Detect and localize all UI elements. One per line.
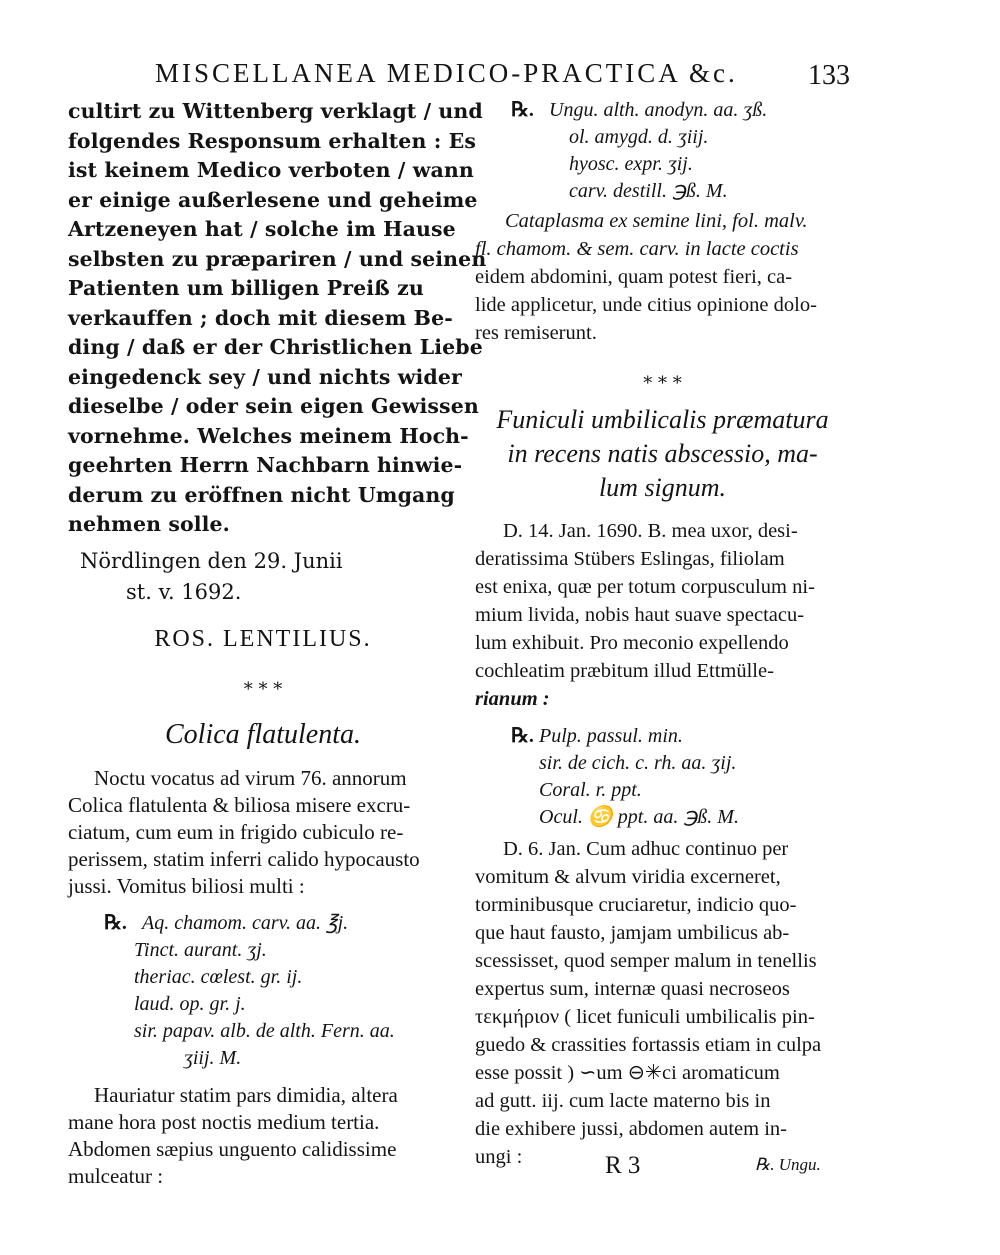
text-line: rianum : [475, 688, 550, 710]
text-line: lide applicetur, unde citius opinione dolo- [475, 294, 817, 316]
text-line: perissem, statim inferri calido hypocausto [68, 846, 420, 871]
recipe-line: hyosc. expr. ʒij. [569, 153, 693, 175]
signature-date: st. v. 1692. [126, 579, 242, 604]
signature-mark: R 3 [605, 1152, 641, 1179]
text-line: Hauriatur statim pars dimidia, altera [94, 1082, 398, 1107]
text-line: ad gutt. iij. cum lacte materno bis in [475, 1090, 771, 1112]
text-line: mulceatur : [68, 1163, 164, 1188]
section-divider-stars: * * * [243, 678, 283, 700]
text-line: ciatum, cum eum in frigido cubiculo re- [68, 819, 404, 844]
text-line: verkauffen ; doch mit diesem Be- [68, 305, 453, 330]
case-text-continued [475, 835, 850, 1171]
text-line: Noctu vocatus ad virum 76. annorum [94, 765, 407, 790]
text-line: fl. chamom. & sem. carv. in lacte coctis [475, 238, 799, 260]
text-line: lum exhibuit. Pro meconio expellendo [475, 632, 789, 654]
recipe-symbol: ℞. [104, 911, 127, 934]
text-line: Cataplasma ex semine lini, fol. malv. [505, 210, 808, 232]
text-line: cultirt zu Wittenberg verklagt / und [68, 99, 483, 123]
text-line: Patienten um billigen Preiß zu [68, 276, 424, 300]
recipe-line: sir. de cich. c. rh. aa. ʒij. [539, 752, 737, 774]
text-line: est enixa, quæ per totum corpusculum ni- [475, 576, 815, 598]
author-name: ROS. LENTILIUS. [154, 625, 372, 652]
text-line: ist keinem Medico verboten / wann [68, 158, 474, 182]
case-text [68, 765, 458, 900]
instructions-text [68, 1082, 458, 1190]
recipe-line: carv. destill. ℈ß. M. [569, 180, 728, 202]
recipe-symbol: ℞. [511, 725, 534, 747]
text-line: folgendes Responsum erhalten : Es [68, 128, 476, 153]
recipe-line: theriac. cœlest. gr. ij. [134, 965, 303, 988]
recipe-line: Ungu. alth. anodyn. aa. ʒß. [549, 99, 768, 121]
section-title: Colica flatulenta. [165, 718, 361, 750]
text-line: jussi. Vomitus biliosi multi : [68, 873, 305, 898]
text-line: cochleatim præbitum illud Ettmülle- [475, 660, 774, 682]
text-line: D. 6. Jan. Cum adhuc continuo per [503, 838, 789, 860]
text-line: dieselbe / oder sein eigen Gewissen [68, 394, 479, 418]
text-line: mane hora post noctis medium tertia. [68, 1109, 380, 1134]
prescription [68, 910, 458, 1072]
recipe-line: laud. op. gr. j. [134, 992, 246, 1015]
text-line: esse possit ) ∽um ⊖✳ci aromaticum [475, 1062, 780, 1084]
text-line: er einige außerlesene und geheime [68, 187, 478, 212]
text-line: res remiserunt. [475, 322, 597, 344]
recipe-line: sir. papav. alb. de alth. Fern. aa. [134, 1019, 395, 1042]
prescription [475, 723, 850, 831]
case-text [475, 517, 850, 713]
recipe-line: ol. amygd. d. ʒiij. [569, 126, 709, 148]
section-title [475, 403, 850, 505]
text-line: D. 14. Jan. 1690. B. mea uxor, desi- [503, 520, 798, 542]
text-line: geehrten Herrn Nachbarn hinwie- [68, 453, 463, 477]
recipe-symbol: ℞. [511, 99, 534, 121]
recipe-line: Coral. r. ppt. [539, 779, 642, 801]
text-line: ungi : [475, 1146, 523, 1168]
text-line: mium livida, nobis haut suave spectacu- [475, 604, 805, 626]
text-line: Artzeneyen hat / solche im Hause [68, 217, 456, 241]
page-number: 133 [808, 60, 850, 91]
text-line: torminibusque cruciaretur, indicio quo- [475, 894, 797, 916]
text-line: deratissima Stübers Eslingas, filiolam [475, 548, 785, 570]
text-line: vomitum & alvum viridia excerneret, [475, 866, 781, 888]
recipe-line: Pulp. passul. min. [539, 725, 683, 747]
text-line: guedo & crassities fortassis etiam in culpa [475, 1034, 822, 1056]
text-line: derum zu eröffnen nicht Umgang [68, 482, 455, 507]
text-line: que haut fausto, jamjam umbilicus ab- [475, 922, 790, 944]
section-divider-stars: * * * [643, 373, 682, 394]
signature-place: Nördlingen den 29. Junii [80, 548, 343, 573]
title-line: lum signum. [598, 473, 727, 502]
text-line: Abdomen sæpius unguento calidissime [68, 1136, 397, 1161]
title-line: in recens natis abscessio, ma- [507, 439, 818, 468]
text-line: scessisset, quod semper malum in tenellis [475, 950, 817, 972]
text-line: die exhibere jussi, abdomen autem in- [475, 1118, 787, 1140]
letter-signature [68, 546, 458, 608]
text-line: ding / daß er der Christlichen Liebe [68, 335, 483, 359]
recipe-line: Tinct. aurant. ʒj. [134, 938, 267, 961]
text-line: selbsten zu præpariren / und seinen [68, 246, 487, 271]
title-line: Funiculi umbilicalis præmatura [496, 405, 829, 434]
text-line: vornehme. Welches meinem Hoch- [68, 423, 469, 448]
text-line: eingedenck sey / und nichts wider [68, 364, 462, 389]
text-line: τεκμήριον ( licet funiculi umbilicalis pin- [475, 1006, 815, 1028]
recipe-line: ʒiij. M. [184, 1046, 242, 1069]
prescription [475, 97, 850, 205]
running-title: MISCELLANEA MEDICO-PRACTICA &c. [155, 58, 738, 88]
left-column [68, 97, 487, 1190]
right-column [475, 97, 850, 1171]
recipe-line: Aq. chamom. carv. aa. ℥j. [142, 911, 349, 934]
text-line: expertus sum, internæ quasi necroseos [475, 978, 790, 1000]
cataplasm-text [475, 207, 850, 347]
text-line: Colica flatulenta & biliosa misere excru- [68, 792, 411, 817]
text-line: eidem abdomini, quam potest fieri, ca- [475, 266, 793, 288]
catchword: ℞. Ungu. [755, 1155, 821, 1174]
german-letter-text [68, 97, 487, 540]
recipe-line: Ocul. ♋ ppt. aa. ℈ß. M. [539, 806, 739, 828]
text-line: nehmen solle. [68, 512, 230, 536]
